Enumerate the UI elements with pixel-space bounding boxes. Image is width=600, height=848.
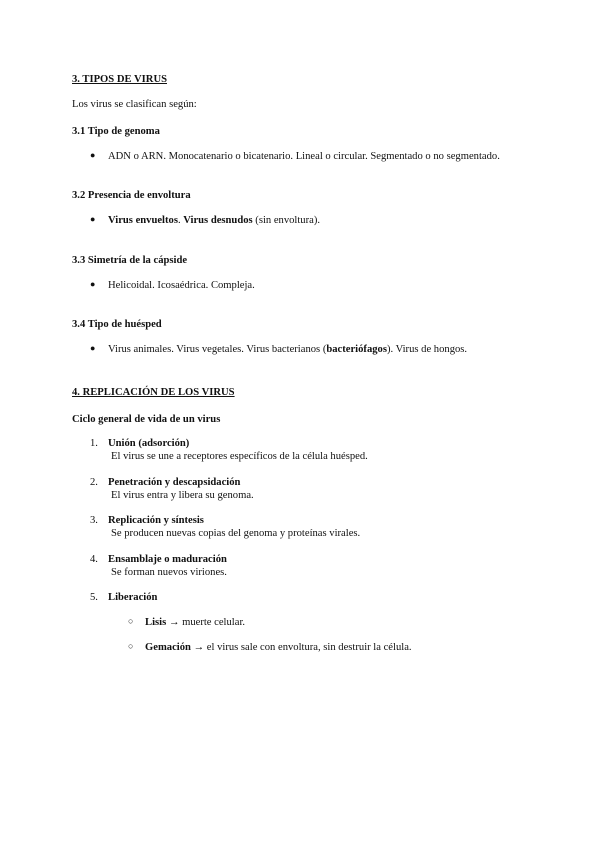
genome-heading: 3.1 Tipo de genoma [72, 126, 160, 137]
step-number: 5. [90, 592, 98, 603]
section-3-title: 3. TIPOS DE VIRUS [72, 74, 167, 85]
step-title: Unión (adsorción) [108, 438, 190, 449]
envelope-note: (sin envoltura). [252, 215, 321, 226]
budding-term: Gemación [145, 642, 191, 653]
step-title: Penetración y descapsidación [108, 477, 241, 488]
circle-bullet-icon: ○ [128, 641, 134, 651]
release-budding [145, 641, 412, 654]
step-number: 3. [90, 515, 98, 526]
bullet-icon: ● [90, 150, 96, 160]
step-number: 4. [90, 554, 98, 565]
release-lysis [145, 616, 245, 629]
step-number: 2. [90, 477, 98, 488]
arrow-icon: → [190, 642, 207, 653]
lysis-term: Lisis [145, 617, 167, 628]
step-title: Ensamblaje o maduración [108, 554, 227, 565]
step-description: El virus se une a receptores específicos de la célula huésped. [111, 451, 368, 462]
bacteriophage-term: bacteriófagos [326, 344, 387, 355]
host-text-part2: ). Virus de hongos. [386, 344, 468, 355]
envelope-text [108, 214, 320, 227]
symmetry-heading: 3.3 Simetría de la cápside [72, 255, 188, 266]
step-title: Liberación [108, 592, 158, 603]
budding-text: el virus sale con envoltura, sin destruir la célula. [206, 642, 412, 653]
host-text [108, 343, 467, 356]
symmetry-text: Helicoidal. Icosaédrica. Compleja. [108, 280, 255, 291]
step-description: El virus entra y libera su genoma. [111, 490, 254, 501]
host-heading: 3.4 Tipo de huésped [72, 319, 162, 330]
host-text-part1: Virus animales. Virus vegetales. Virus bacterianos ( [108, 344, 327, 355]
bullet-icon: ● [90, 343, 96, 353]
step-title: Replicación y síntesis [108, 515, 204, 526]
bullet-icon: ● [90, 279, 96, 289]
lysis-text: muerte celular. [182, 617, 246, 628]
step-description: Se forman nuevos viriones. [111, 567, 227, 578]
section-4-title: 4. REPLICACIÓN DE LOS VIRUS [72, 387, 235, 398]
cycle-subtitle: Ciclo general de vida de un virus [72, 414, 221, 425]
enveloped-term: Virus envueltos [108, 215, 178, 226]
step-description: Se producen nuevas copias del genoma y proteínas virales. [111, 528, 361, 539]
step-number: 1. [90, 438, 98, 449]
bullet-icon: ● [90, 214, 96, 224]
section-3-intro: Los virus se clasifican según: [72, 99, 197, 110]
circle-bullet-icon: ○ [128, 616, 134, 626]
naked-term: Virus desnudos [183, 215, 253, 226]
envelope-heading: 3.2 Presencia de envoltura [72, 190, 191, 201]
arrow-icon: → [166, 617, 183, 628]
separator-text: . [177, 215, 184, 226]
genome-text: ADN o ARN. Monocatenario o bicatenario. Lineal o circular. Segmentado o no segmentado. [108, 151, 500, 162]
